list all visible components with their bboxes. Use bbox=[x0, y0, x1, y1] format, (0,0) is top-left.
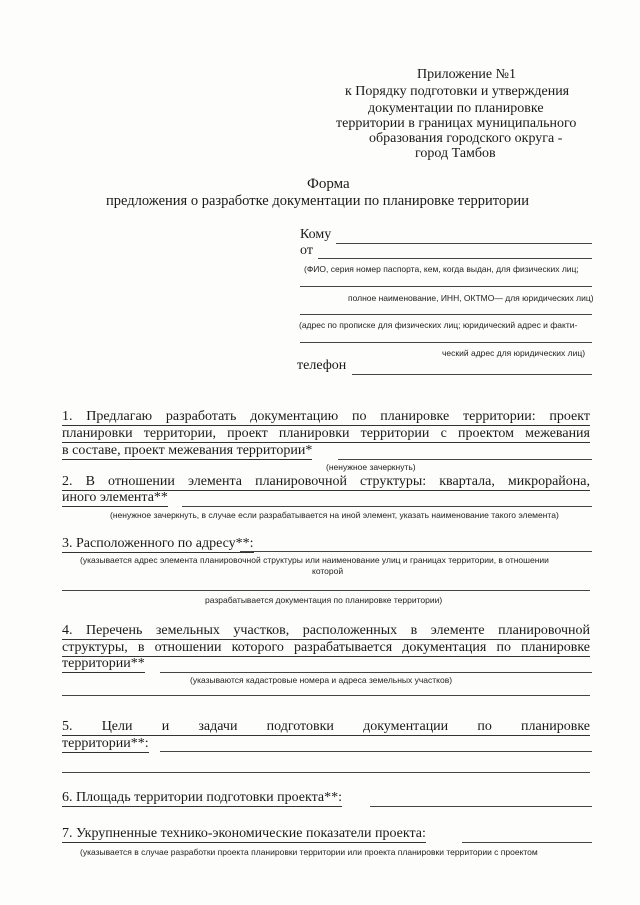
section-4-note: (указываются кадастровые номера и адреса земельных участков) bbox=[190, 675, 453, 685]
section-4-line: территории** bbox=[62, 656, 145, 671]
form-subtitle: предложения о разработке документации по планировке территории bbox=[106, 193, 529, 209]
section-6-field-line[interactable] bbox=[370, 806, 592, 807]
section-5-line: территории**: bbox=[62, 736, 149, 751]
note-address-2: ческий адрес для юридических лиц) bbox=[442, 348, 586, 358]
form-title: Форма bbox=[307, 176, 350, 192]
section-4-field-line[interactable] bbox=[160, 672, 592, 673]
section-1-line: планировки территории, проект планировки территории с проектом межевания bbox=[62, 426, 590, 441]
from-label: от bbox=[300, 243, 313, 258]
section-2-line: иного элемента** bbox=[62, 490, 168, 505]
section-2-field-line[interactable] bbox=[182, 506, 592, 507]
appendix-line: территории в границах муниципального bbox=[336, 116, 577, 131]
section-5-field-line[interactable] bbox=[160, 751, 592, 752]
section-3-note-1: (указывается адрес элемента планировочной структуры или наименование улиц и границах территории, в отношении bbox=[80, 555, 549, 565]
section-7-field-line[interactable] bbox=[462, 842, 592, 843]
section-2-note: (ненужное зачеркнуть, в случае если разрабатывается на иной элемент, указать наименование такого элемента) bbox=[110, 510, 559, 520]
section-3-field-line[interactable] bbox=[240, 551, 592, 552]
section-7-line: 7. Укрупненные технико-экономические показатели проекта: bbox=[62, 826, 426, 841]
section-4-field-line-2[interactable] bbox=[62, 695, 590, 696]
section-5-line: 5. Цели и задачи подготовки документации по планировке bbox=[62, 719, 590, 734]
from-field-line[interactable] bbox=[318, 258, 592, 259]
legal-field-line[interactable] bbox=[300, 286, 592, 287]
section-2-line: 2. В отношении элемента планировочной структуры: квартала, микрорайона, bbox=[62, 474, 590, 489]
to-field-line[interactable] bbox=[336, 243, 592, 244]
appendix-line: город Тамбов bbox=[415, 146, 496, 161]
section-4-line: 4. Перечень земельных участков, расположенных в элементе планировочной bbox=[62, 623, 590, 638]
section-4-line: структуры, в отношении которого разрабатывается документация по планировке bbox=[62, 640, 590, 655]
address-field-line-2[interactable] bbox=[300, 342, 592, 343]
section-3-note-2: которой bbox=[312, 566, 344, 576]
section-3-line: 3. Расположенного по адресу**: bbox=[62, 536, 254, 551]
phone-label: телефон bbox=[297, 358, 347, 373]
appendix-line: документации по планировке bbox=[368, 101, 544, 116]
to-label: Кому bbox=[300, 227, 332, 242]
section-1-note: (ненужное зачеркнуть) bbox=[326, 462, 416, 472]
section-3-field-line-2[interactable] bbox=[62, 590, 590, 591]
appendix-line: к Порядку подготовки и утверждения bbox=[345, 84, 570, 99]
section-1-line: 1. Предлагаю разработать документацию по планировке территории: проект bbox=[62, 409, 590, 424]
section-1-line: в составе, проект межевания территории* bbox=[62, 443, 313, 458]
section-7-note: (указывается в случае разработки проекта планировки территории или проекта планировки территории с проектом bbox=[80, 847, 538, 857]
section-5-field-line-2[interactable] bbox=[62, 772, 590, 773]
note-legal: полное наименование, ИНН, ОКТМО— для юридических лиц) bbox=[348, 293, 594, 303]
section-3-note-3: разрабатывается документация по планировке территории) bbox=[205, 595, 443, 605]
address-field-line[interactable] bbox=[300, 314, 592, 315]
section-6-line: 6. Площадь территории подготовки проекта**: bbox=[62, 790, 342, 805]
appendix-number: Приложение №1 bbox=[417, 67, 516, 82]
appendix-line: образования городского округа - bbox=[369, 131, 563, 146]
note-address-1: (адрес по прописке для физических лиц; юридический адрес и факти- bbox=[299, 320, 578, 330]
phone-field-line[interactable] bbox=[352, 374, 592, 375]
note-fio: (ФИО, серия номер паспорта, кем, когда выдан, для физических лиц; bbox=[304, 264, 579, 274]
section-1-field-line[interactable] bbox=[338, 459, 592, 460]
